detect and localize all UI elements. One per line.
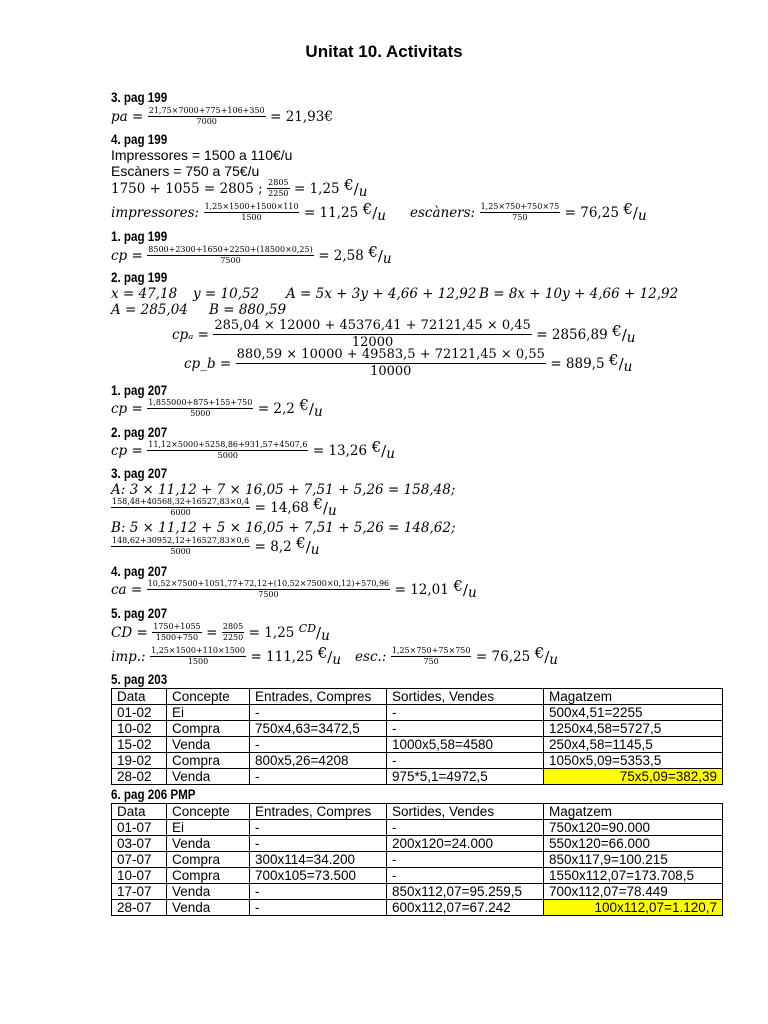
formula-label: escàners: (409, 204, 476, 221)
table-cell: 975*5,1=4972,5 (387, 769, 544, 785)
unit-u: u (313, 403, 323, 420)
numerator: 1,25×1500+1500×110 (204, 202, 299, 211)
table-cell: - (387, 705, 544, 721)
table-cell: Ei (167, 705, 250, 721)
table-cell: 600x112,07=67.242 (387, 900, 544, 916)
denominator: 2250 (268, 189, 289, 198)
unit-u: u (310, 541, 320, 558)
column-header: Sortides, Vendes (387, 689, 544, 705)
table-row (112, 852, 723, 868)
denominator: 7000 (196, 117, 217, 126)
numerator: 1,25×750+750×75 (480, 202, 560, 211)
section-heading: 3. pag 207 (111, 466, 168, 481)
section-heading: 5. pag 207 (111, 606, 168, 621)
table-cell: 200x120=24.000 (387, 836, 544, 852)
denominator: 1500 (241, 213, 262, 222)
formula-line (111, 395, 323, 420)
numerator: 158,48+40568,32+16527,83×0,4 (112, 497, 250, 506)
formula-rhs: = 14,68 (254, 499, 309, 516)
formula-lhs: cp = (111, 442, 143, 459)
unit-u: u (467, 584, 477, 601)
unit-slash: / (377, 246, 383, 265)
formula-line (111, 437, 395, 462)
formula-rhs: = 2,2 (257, 400, 295, 417)
table-cell: Venda (167, 836, 250, 852)
formula-text: A = 5x + 3y + 4,66 + 12,92 (286, 286, 477, 302)
column-header: Magatzem (544, 804, 723, 820)
section-heading: 4. pag 199 (111, 132, 168, 147)
formula-rhs: = 11,25 (303, 204, 359, 221)
formula-label: imp.: (111, 648, 146, 665)
formula-lhs: ca = (111, 581, 143, 598)
unit-slash: / (544, 647, 550, 666)
formula-text: B: 5 × 11,12 + 5 × 16,05 + 7,51 + 5,26 = 148,62; (111, 520, 456, 536)
unit-slash: / (305, 537, 311, 556)
table-cell: - (250, 820, 387, 836)
table-cell: 750x4,63=3472,5 (250, 721, 387, 737)
column-header: Data (112, 689, 167, 705)
unit-u: u (321, 627, 330, 644)
formula-lhs: cp_b = (184, 355, 232, 372)
denominator: 7500 (258, 590, 279, 599)
table-cell: 800x5,26=4208 (250, 753, 387, 769)
table-cell: - (387, 820, 544, 836)
text-line: Escàners = 750 a 75€/u (111, 163, 260, 179)
formula-text: x = 47,18 (111, 286, 178, 302)
formula-text: B = 8x + 10y + 4,66 + 12,92 (479, 286, 679, 302)
denominator: 750 (512, 213, 528, 222)
formula-pa (111, 106, 333, 127)
section-heading: 2. pag 199 (111, 270, 168, 285)
euro-unit: € (612, 321, 622, 340)
euro-unit: € (453, 576, 463, 595)
table-row (112, 820, 723, 836)
formula-rhs: = 12,01 (394, 581, 449, 598)
table-cell: - (250, 884, 387, 900)
fraction (150, 646, 246, 667)
euro-unit: € (313, 494, 323, 513)
formula-label: impressores: (111, 204, 200, 221)
table-cell: - (387, 721, 544, 737)
table-cell: 850x117,9=100.215 (544, 852, 723, 868)
table-cell: 28-02 (112, 769, 167, 785)
numerator: 21,75×7000+775+106+350 (148, 106, 265, 115)
formula-rhs: = 13,26 (312, 442, 368, 459)
section-heading: 4. pag 207 (111, 564, 168, 579)
formula-equals: = (206, 624, 218, 641)
unit-u: u (549, 651, 558, 668)
table-cell: - (250, 769, 387, 785)
unit-u: u (358, 183, 368, 200)
table-row (112, 884, 723, 900)
inventory-table-pmp (111, 803, 723, 916)
numerator: 10,52×7500+1051,77+72,12+(10,52×7500×0,12)+570,96 (147, 579, 390, 588)
table-cell: - (387, 868, 544, 884)
unit-u: u (382, 250, 392, 267)
unit-slash: / (316, 623, 322, 642)
numerator: 1750+1055 (153, 622, 201, 631)
fraction (204, 202, 300, 223)
euro-unit: € (317, 643, 328, 662)
formula-line (111, 622, 330, 643)
table-cell: 01-07 (112, 820, 167, 836)
formula-rhs: = 76,25 (564, 204, 619, 221)
table-cell: 10-07 (112, 868, 167, 884)
table-row (112, 737, 723, 753)
formula-line (111, 643, 558, 668)
numerator: 8500+2300+1650+2250+(18500×0,25) (148, 245, 313, 254)
unit-u: u (332, 651, 342, 668)
table-cell: - (250, 836, 387, 852)
formula-text: B = 880,59 (209, 302, 287, 318)
numerator: 1,25×1500+110×1500 (151, 646, 245, 655)
formula-rhs: = 8,2 (254, 538, 292, 555)
formula-line (111, 494, 337, 519)
numerator: 1,855000+875+155+750 (148, 398, 253, 407)
denominator: 750 (423, 657, 439, 666)
table-row (112, 721, 723, 737)
formula-cpb (184, 347, 632, 380)
denominator: 12000 (351, 335, 394, 350)
table-cell: 03-07 (112, 836, 167, 852)
numerator: 2805 (268, 178, 289, 187)
table-cell: 15-02 (112, 737, 167, 753)
unit-slash: / (353, 179, 359, 198)
euro-unit: € (296, 533, 306, 552)
euro-unit: € (371, 437, 382, 456)
highlighted-cell: 75x5,09=382,39 (544, 769, 723, 785)
formula-rhs: = 2856,89 (536, 326, 608, 343)
unit-slash: / (372, 203, 378, 222)
denominator: 7500 (220, 256, 241, 265)
euro-unit: € (368, 242, 378, 261)
column-header: Magatzem (544, 689, 723, 705)
table-row (112, 705, 723, 721)
table-cell: Compra (167, 753, 250, 769)
euro-unit: € (534, 643, 545, 662)
table-cell: 07-07 (112, 852, 167, 868)
table-cell: - (250, 705, 387, 721)
column-header: Data (112, 804, 167, 820)
formula-label: esc.: (355, 648, 387, 665)
table-cell: 1250x4,58=5727,5 (544, 721, 723, 737)
table-cell: 1550x112,07=173.708,5 (544, 868, 723, 884)
formula-text: A: 3 × 11,12 + 7 × 16,05 + 7,51 + 5,26 = 158,48; (111, 482, 456, 498)
table-cell: Ei (167, 820, 250, 836)
formula-text: 1750 + 1055 = 2805 ; (111, 180, 263, 197)
fraction (111, 497, 250, 518)
table-cell: - (387, 852, 544, 868)
table-cell: 01-02 (112, 705, 167, 721)
table-cell: 750x120=90.000 (544, 820, 723, 836)
unit-slash: / (462, 580, 468, 599)
table-cell: 300x114=34.200 (250, 852, 387, 868)
section-heading: 6. pag 206 PMP (111, 787, 196, 802)
unit-slash: / (322, 498, 328, 517)
euro-unit: € (609, 350, 619, 369)
column-header: Entrades, Compres (250, 804, 387, 820)
table-cell: 19-02 (112, 753, 167, 769)
fraction (480, 202, 561, 223)
column-header: Sortides, Vendes (387, 804, 544, 820)
section-heading: 3. pag 199 (111, 90, 168, 105)
formula-rhs: = 889,5 (550, 355, 605, 372)
cd-unit: CD (298, 622, 317, 635)
numerator: 1,25×750+75×750 (391, 646, 471, 655)
formula-lhs: cp = (111, 247, 143, 264)
unit-u: u (623, 358, 633, 375)
table-cell: 28-07 (112, 900, 167, 916)
unit-slash: / (618, 354, 624, 373)
column-header: Entrades, Compres (250, 689, 387, 705)
table-cell: 500x4,51=2255 (544, 705, 723, 721)
numerator: 2805 (222, 622, 244, 631)
section-heading: 2. pag 207 (111, 425, 168, 440)
formula-text: A = 285,04 (111, 302, 188, 318)
fraction (147, 579, 390, 600)
formula-lhs: cpₐ = (172, 326, 209, 343)
table-cell: Compra (167, 868, 250, 884)
denominator: 2250 (222, 633, 244, 642)
section-heading: 5. pag 203 (111, 672, 168, 687)
euro-unit: € (623, 199, 633, 218)
numerator: 148,62+30952,12+16527,83×0,6 (112, 536, 250, 545)
fraction (147, 398, 253, 419)
table-cell: 700x105=73.500 (250, 868, 387, 884)
unit-slash: / (621, 325, 627, 344)
table-row (112, 769, 723, 785)
denominator: 1500+750 (155, 633, 199, 642)
inventory-table-fifo (111, 688, 723, 785)
fraction (391, 646, 472, 667)
table-cell: Venda (167, 769, 250, 785)
formula-rhs: = 2,58 (318, 247, 364, 264)
formula-lhs: cp = (111, 400, 143, 417)
unit-u: u (327, 502, 337, 519)
fraction (267, 178, 289, 199)
denominator: 5000 (170, 547, 191, 556)
fraction (111, 536, 250, 557)
table-row (112, 868, 723, 884)
formula-rhs: = 1,25 (293, 180, 340, 197)
formula-rhs: = 1,25 (248, 624, 295, 641)
table-header-row (112, 689, 723, 705)
denominator: 5000 (217, 451, 239, 460)
column-header: Concepte (167, 689, 250, 705)
denominator: 6000 (170, 508, 191, 517)
table-cell: Compra (167, 721, 250, 737)
section-heading: 1. pag 199 (111, 229, 168, 244)
unit-slash: / (308, 399, 314, 418)
table-cell: 250x4,58=1145,5 (544, 737, 723, 753)
denominator: 1500 (187, 657, 209, 666)
table-cell: 550x120=66.000 (544, 836, 723, 852)
unit-u: u (386, 445, 395, 462)
table-cell: 1000x5,58=4580 (387, 737, 544, 753)
table-cell: 850x112,07=95.259,5 (387, 884, 544, 900)
page-title: Unitat 10. Activitats (305, 42, 463, 61)
formula-line (111, 175, 368, 200)
formula-rhs: = 111,25 (250, 648, 314, 665)
fraction (152, 622, 201, 643)
table-cell: Venda (167, 900, 250, 916)
table-row (112, 753, 723, 769)
formula-lhs: CD = (111, 624, 148, 641)
fraction (147, 245, 313, 266)
table-cell: Venda (167, 737, 250, 753)
euro-unit: € (362, 199, 373, 218)
formula-lhs: pa = (111, 108, 144, 125)
numerator: 285,04 × 12000 + 45376,41 + 72121,45 × 0,45 (214, 318, 531, 333)
highlighted-cell: 100x112,07=1.120,7 (544, 900, 723, 916)
euro-unit: € (299, 395, 309, 414)
section-heading: 1. pag 207 (111, 383, 168, 398)
fraction (147, 440, 308, 461)
formula-rhs: = 21,93€ (270, 108, 333, 125)
table-cell: - (250, 900, 387, 916)
column-header: Concepte (167, 804, 250, 820)
fraction (222, 622, 244, 643)
table-header-row (112, 804, 723, 820)
denominator: 10000 (370, 364, 412, 379)
table-cell: 17-07 (112, 884, 167, 900)
table-row (112, 836, 723, 852)
unit-slash: / (632, 203, 638, 222)
table-cell: Compra (167, 852, 250, 868)
formula-rhs: = 76,25 (475, 648, 531, 665)
text-line: Impressores = 1500 a 110€/u (111, 147, 293, 163)
table-cell: - (250, 737, 387, 753)
unit-u: u (626, 329, 636, 346)
table-row (112, 900, 723, 916)
unit-u: u (637, 207, 647, 224)
formula-line (111, 533, 320, 558)
unit-slash: / (381, 441, 387, 460)
unit-u: u (377, 207, 386, 224)
euro-unit: € (344, 175, 354, 194)
numerator: 11,12×5000+5258,86+931,57+4507,6 (148, 440, 308, 449)
table-cell: 700x112,07=78.449 (544, 884, 723, 900)
denominator: 5000 (190, 409, 211, 418)
formula-line (111, 576, 477, 601)
table-cell: 10-02 (112, 721, 167, 737)
numerator: 880,59 × 10000 + 49583,5 + 72121,45 × 0,55 (236, 347, 545, 362)
table-cell: - (387, 753, 544, 769)
table-cell: 1050x5,09=5353,5 (544, 753, 723, 769)
formula-text: y = 10,52 (193, 286, 260, 302)
fraction (148, 106, 266, 127)
fraction (236, 347, 546, 380)
table-cell: Venda (167, 884, 250, 900)
unit-slash: / (327, 647, 333, 666)
formula-line (111, 199, 647, 224)
formula-line (111, 242, 392, 267)
